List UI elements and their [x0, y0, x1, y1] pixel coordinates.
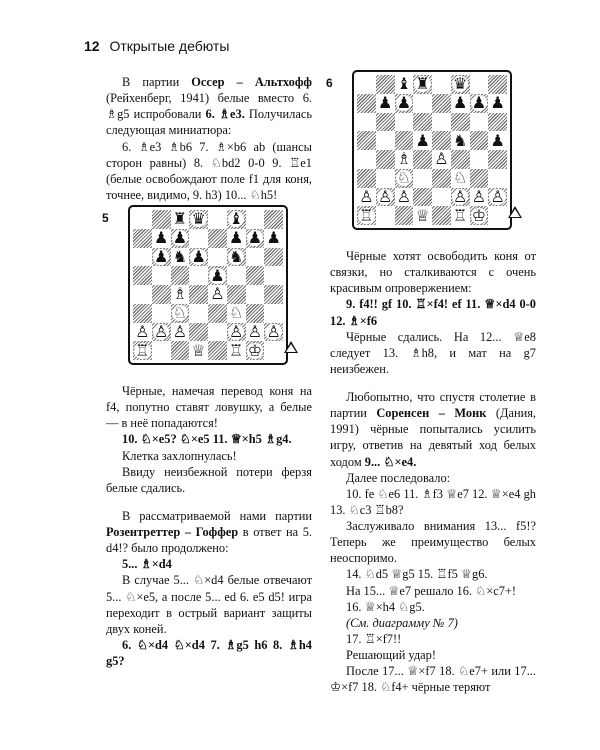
board-square: [227, 285, 246, 304]
board-square: [488, 150, 507, 169]
board-square: [133, 341, 152, 360]
board-square: [376, 94, 395, 113]
board-square: [413, 94, 432, 113]
chess-piece-icon: ♙: [153, 321, 169, 341]
board-square: [376, 75, 395, 94]
chess-piece-icon: ♙: [377, 186, 393, 206]
chess-piece-icon: ♘: [452, 168, 468, 188]
text-run: Получилась следующая миниатюра:: [106, 107, 312, 138]
chess-diagram-5: [102, 205, 312, 377]
board-square: [357, 206, 376, 225]
chess-piece-icon: ♗: [172, 284, 188, 304]
board-square: [357, 150, 376, 169]
game-players: Оссер – Альтхофф: [191, 75, 312, 89]
chess-piece-icon: ♟: [153, 228, 169, 248]
board-square: [171, 341, 190, 360]
board-square: [376, 131, 395, 150]
board-square: [432, 188, 451, 207]
board-square: [264, 266, 283, 285]
chess-piece-icon: ♔: [471, 205, 487, 225]
page-header: [84, 38, 229, 54]
chess-piece-icon: ♟: [415, 130, 430, 150]
board-square: [189, 341, 208, 360]
board-square: [189, 248, 208, 267]
right-para-14: После 17... ♕×f7 18. ♘e7+ или 17... ♔×f7 18. ♘f4+ чёрные теряют: [330, 664, 536, 695]
chess-piece-icon: ♟: [191, 246, 206, 266]
board-square: [470, 150, 489, 169]
board-square: [208, 341, 227, 360]
board-square: [432, 169, 451, 188]
board-square: [413, 150, 432, 169]
board-square: [171, 248, 190, 267]
board-square: [432, 131, 451, 150]
chess-piece-icon: ♖: [135, 340, 150, 360]
chess-piece-icon: ♞: [452, 130, 468, 150]
board-square: [413, 75, 432, 94]
board-square: [189, 323, 208, 342]
chess-piece-icon: ♙: [210, 284, 225, 304]
chess-piece-icon: ♙: [471, 186, 487, 206]
chess-diagram-6: [326, 70, 536, 242]
board-square: [376, 169, 395, 188]
board-square: [470, 188, 489, 207]
board-square: [152, 304, 171, 323]
left-para-10: 6. ♘×d4 ♘×d4 7. ♗g5 h6 8. ♗h4 g5?: [106, 637, 312, 668]
right-para-4: [330, 389, 536, 470]
board-square: [395, 131, 414, 150]
chess-piece-icon: ♞: [172, 246, 188, 266]
chess-piece-icon: ♕: [415, 205, 430, 225]
chess-piece-icon: ♝: [228, 209, 244, 229]
board-square: [133, 304, 152, 323]
board-square: [357, 169, 376, 188]
board-square: [152, 248, 171, 267]
key-move: 6. ♗e3.: [205, 107, 245, 122]
board-square: [152, 285, 171, 304]
left-para-7: [106, 508, 312, 556]
left-para-3: Чёрные, намечая перевод коня на f4, попутно ставят ловушку, а белые — в неё попадаются!: [106, 384, 312, 431]
chess-piece-icon: ♘: [228, 303, 244, 323]
chess-piece-icon: ♟: [247, 228, 263, 248]
board-square: [246, 323, 265, 342]
board-square: [451, 113, 470, 132]
board-square: [208, 266, 227, 285]
chess-piece-icon: ♙: [434, 149, 449, 169]
text-run: (Дания, 1991) чёрные попытались усилить игру, ответив на девятый ход белых ходом: [330, 406, 537, 469]
chess-piece-icon: ♟: [228, 228, 244, 248]
board-square: [227, 248, 246, 267]
board-square: [189, 304, 208, 323]
left-column: [102, 74, 312, 669]
board-square: [133, 210, 152, 229]
left-para-8: 5... ♗×d4: [122, 557, 172, 572]
board-square: [413, 206, 432, 225]
board-square: [227, 210, 246, 229]
chess-piece-icon: ♟: [377, 93, 393, 113]
board-square: [432, 113, 451, 132]
text-run: В партии: [122, 75, 192, 89]
text-run: Любопытно, что спустя столетие в партии: [330, 390, 536, 421]
board-square: [357, 113, 376, 132]
board-square: [470, 206, 489, 225]
chess-piece-icon: ♙: [266, 321, 281, 341]
chess-piece-icon: ♙: [359, 186, 374, 206]
board-square: [395, 188, 414, 207]
chess-piece-icon: ♖: [452, 205, 468, 225]
board-square: [171, 266, 190, 285]
board-square: [264, 229, 283, 248]
board-square: [171, 323, 190, 342]
board-square: [227, 229, 246, 248]
chess-piece-icon: ♟: [471, 93, 487, 113]
board-square: [208, 304, 227, 323]
board-square: [395, 75, 414, 94]
right-para-10: 16. ♕×h4 ♘g5.: [346, 599, 425, 614]
board-square: [152, 229, 171, 248]
board-square: [432, 75, 451, 94]
board-square: [246, 285, 265, 304]
white-to-move-icon: [284, 341, 298, 353]
board-square: [152, 341, 171, 360]
chess-piece-icon: ♗: [396, 149, 412, 169]
board-square: [208, 248, 227, 267]
chess-piece-icon: ♟: [490, 93, 505, 113]
board-square: [208, 229, 227, 248]
board-square: [488, 169, 507, 188]
board-square: [451, 206, 470, 225]
board-square: [470, 75, 489, 94]
board-square: [488, 206, 507, 225]
board-square: [488, 94, 507, 113]
board-square: [152, 210, 171, 229]
board-square: [133, 323, 152, 342]
right-para-11: (См. диаграмму № 7): [346, 615, 458, 630]
board-square: [451, 94, 470, 113]
board-square: [488, 131, 507, 150]
board-square: [488, 75, 507, 94]
board-square: [357, 131, 376, 150]
chess-piece-icon: ♘: [396, 168, 412, 188]
board-square: [133, 229, 152, 248]
diagram-number: 6: [326, 76, 333, 90]
left-para-2: 6. ♗e3 ♗b6 7. ♗×b6 ab (шансы сторон равны) 8. ♘bd2 0-0 9. ♖e1 (белые освобождают поле f1 для коня, точнее, видимо, 9. h3) 10... ♘h5!: [106, 139, 312, 202]
board-square: [152, 323, 171, 342]
chess-piece-icon: ♙: [396, 186, 412, 206]
board-square: [395, 113, 414, 132]
board-square: [264, 210, 283, 229]
board-square: [451, 150, 470, 169]
right-para-8: 14. ♘d5 ♕g5 15. ♖f5 ♕g6.: [346, 567, 488, 582]
chess-piece-icon: ♟: [210, 265, 225, 285]
board-square: [264, 285, 283, 304]
board-square: [171, 285, 190, 304]
chess-piece-icon: ♜: [415, 74, 430, 94]
board-square: [264, 341, 283, 360]
key-move: 9... ♘×e4.: [364, 454, 417, 469]
board-square: [376, 188, 395, 207]
board-square: [227, 266, 246, 285]
board-square: [133, 248, 152, 267]
board-square: [488, 113, 507, 132]
board-square: [246, 229, 265, 248]
board-square: [246, 341, 265, 360]
board-square: [189, 285, 208, 304]
board-square: [470, 131, 489, 150]
chess-piece-icon: ♟: [452, 93, 468, 113]
game-players: Соренсен – Монк: [376, 406, 487, 421]
text-run: (Рейхенберг, 1941) белые вместо 6. ♗g5 испробовали: [106, 91, 312, 122]
chess-piece-icon: ♟: [172, 228, 188, 248]
board-square: [451, 75, 470, 94]
chess-piece-icon: ♟: [490, 130, 505, 150]
text-run: В рассматриваемой нами партии: [122, 508, 312, 523]
board-square: [246, 304, 265, 323]
chess-board: [133, 210, 283, 360]
chess-piece-icon: ♙: [452, 186, 468, 206]
board-square: [133, 266, 152, 285]
board-square: [470, 94, 489, 113]
board-square: [357, 75, 376, 94]
right-para-9: На 15... ♕e7 решало 16. ♘×c7+!: [346, 583, 517, 598]
chess-piece-icon: ♛: [452, 74, 468, 94]
board-square: [357, 94, 376, 113]
board-square: [133, 285, 152, 304]
board-square: [488, 188, 507, 207]
chess-piece-icon: ♜: [172, 209, 188, 229]
chess-piece-icon: ♝: [396, 74, 412, 94]
right-para-6: 10. fe ♘e6 11. ♗f3 ♕e7 12. ♕×e4 gh 13. ♘c3 ♖b8?: [330, 486, 536, 517]
board-square: [152, 266, 171, 285]
board-square: [470, 169, 489, 188]
board-square: [432, 94, 451, 113]
board-square: [246, 248, 265, 267]
board-square: [189, 210, 208, 229]
chess-piece-icon: ♔: [247, 340, 263, 360]
right-para-12: 17. ♖×f7!!: [346, 631, 402, 646]
chess-piece-icon: ♙: [490, 186, 505, 206]
board-square: [264, 323, 283, 342]
chess-piece-icon: ♟: [153, 246, 169, 266]
board-square: [357, 188, 376, 207]
board-square: [376, 113, 395, 132]
board-square: [413, 188, 432, 207]
board-square: [227, 304, 246, 323]
chess-piece-icon: ♖: [228, 340, 244, 360]
board-square: [246, 266, 265, 285]
board-square: [432, 206, 451, 225]
chess-piece-icon: ♞: [228, 246, 244, 266]
board-square: [264, 248, 283, 267]
board-square: [413, 169, 432, 188]
board-square: [208, 210, 227, 229]
board-square: [413, 131, 432, 150]
board-square: [227, 341, 246, 360]
running-title: Открытые дебюты: [109, 38, 230, 54]
right-para-3: Чёрные сдались. На 12... ♕e8 следует 13. ♗h8, и мат на g7 неизбежен.: [330, 329, 536, 376]
board-square: [189, 266, 208, 285]
board-square: [395, 94, 414, 113]
chess-piece-icon: ♙: [247, 321, 263, 341]
board-square: [376, 150, 395, 169]
left-para-9: В случае 5... ♘×d4 белые отвечают 5... ♘×e5, а после 5... ed 6. e5 d5! игра переходит в острый вариант защиты двух коней.: [106, 573, 312, 636]
left-para-1: [106, 74, 312, 139]
board-square: [264, 304, 283, 323]
board-square: [395, 169, 414, 188]
board-square: [227, 323, 246, 342]
right-para-13: Решающий удар!: [346, 648, 436, 662]
chess-piece-icon: ♛: [191, 209, 206, 229]
chess-piece-icon: ♘: [172, 303, 188, 323]
right-para-2: 9. f4!! gf 10. ♖×f4! ef 11. ♕×d4 0-0 12. ♗×f6: [330, 297, 536, 328]
chess-piece-icon: ♙: [135, 321, 150, 341]
board-square: [171, 229, 190, 248]
board-square: [189, 229, 208, 248]
white-to-move-icon: [508, 206, 522, 218]
diagram-number: 5: [102, 211, 109, 225]
page-number: 12: [84, 38, 100, 54]
right-column: [326, 74, 537, 695]
board-square: [208, 285, 227, 304]
board-square: [395, 150, 414, 169]
board-square: [451, 188, 470, 207]
board-square: [470, 113, 489, 132]
board-frame: [352, 70, 512, 230]
chess-piece-icon: ♟: [396, 93, 412, 113]
chess-piece-icon: ♟: [266, 228, 281, 248]
left-para-5: Клетка захлопнулась!: [122, 448, 237, 463]
board-square: [171, 210, 190, 229]
right-para-7: Заслуживало внимания 13... f5!? Теперь же преимущество белых неоспоримо.: [330, 519, 536, 566]
left-para-6: Ввиду неизбежной потери ферзя белые сдались.: [106, 464, 312, 495]
left-para-4: 10. ♘×e5? ♘×e5 11. ♕×h5 ♗g4.: [122, 432, 292, 447]
chess-piece-icon: ♖: [359, 205, 374, 225]
text-run: в ответ на 5. d4!? было продолжено:: [106, 525, 312, 556]
board-square: [413, 113, 432, 132]
board-frame: [128, 205, 288, 365]
chess-board: [357, 75, 507, 225]
board-square: [246, 210, 265, 229]
board-square: [208, 323, 227, 342]
board-square: [451, 131, 470, 150]
board-square: [395, 206, 414, 225]
board-square: [451, 169, 470, 188]
right-para-5: Далее последовало:: [346, 470, 451, 485]
chess-piece-icon: ♕: [191, 340, 206, 360]
chess-piece-icon: ♙: [172, 321, 188, 341]
game-players: Розентреттер – Гоффер: [106, 525, 239, 539]
right-para-1: Чёрные хотят освободить коня от связки, но сталкиваются с очень красивым опровержением:: [330, 249, 536, 296]
board-square: [432, 150, 451, 169]
board-square: [376, 206, 395, 225]
chess-piece-icon: ♙: [228, 321, 244, 341]
board-square: [171, 304, 190, 323]
